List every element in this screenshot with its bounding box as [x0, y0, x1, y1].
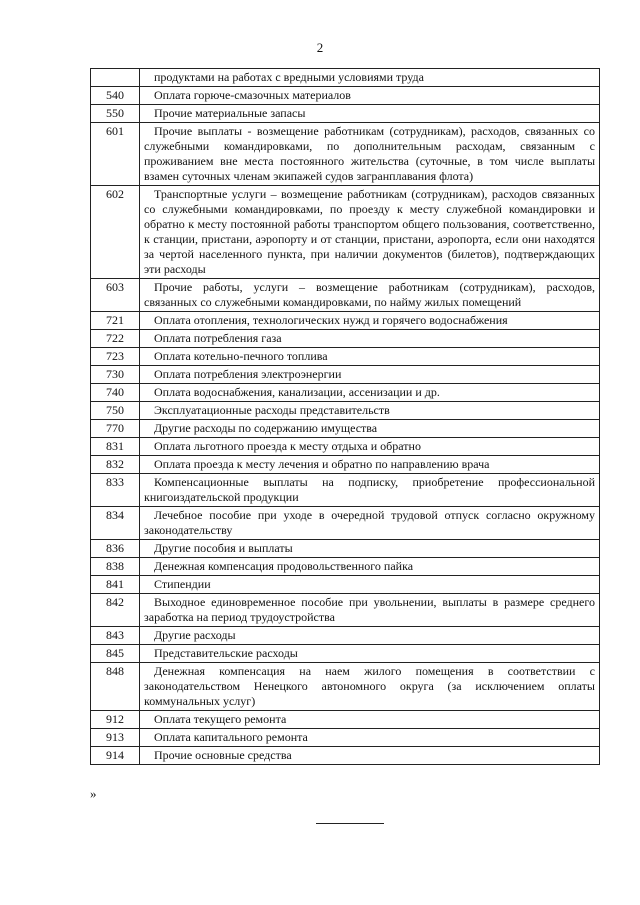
row-description: Другие расходы по содержанию имущества — [140, 420, 600, 438]
row-description: Оплата капитального ремонта — [140, 729, 600, 747]
row-code: 843 — [91, 627, 140, 645]
row-code: 914 — [91, 747, 140, 765]
table-row — [91, 456, 600, 474]
row-code: 750 — [91, 402, 140, 420]
row-code: 845 — [91, 645, 140, 663]
row-code: 834 — [91, 507, 140, 540]
row-description: Оплата котельно-печного топлива — [140, 348, 600, 366]
table-row — [91, 402, 600, 420]
row-code — [91, 69, 140, 87]
row-code: 721 — [91, 312, 140, 330]
table-row — [91, 420, 600, 438]
row-description: Эксплуатационные расходы представительств — [140, 402, 600, 420]
row-description: Прочие материальные запасы — [140, 105, 600, 123]
row-description: Другие расходы — [140, 627, 600, 645]
row-code: 602 — [91, 186, 140, 279]
row-code: 550 — [91, 105, 140, 123]
table-row — [91, 627, 600, 645]
row-code: 603 — [91, 279, 140, 312]
row-description: Транспортные услуги – возмещение работникам (сотрудникам), расходов связанных со служебными командировками, по проезду к месту служебной командировки и обратно к месту постоянной работы транспортом общего пользования, соответственно, к станции, пристани, аэропорту и от станции, пристани, аэропорта, если они находятся за чертой населенного пункта, при наличии документов (билетов), подтверждающих эти расходы — [140, 186, 600, 279]
table-row — [91, 576, 600, 594]
row-description: Денежная компенсация продовольственного пайка — [140, 558, 600, 576]
table-row — [91, 663, 600, 711]
row-description: Оплата льготного проезда к месту отдыха и обратно — [140, 438, 600, 456]
table-row — [91, 507, 600, 540]
row-description: Оплата водоснабжения, канализации, ассенизации и др. — [140, 384, 600, 402]
table-row — [91, 279, 600, 312]
row-description: Прочие работы, услуги – возмещение работникам (сотрудникам), расходов, связанных со служебными командировками, по найму жилых помещений — [140, 279, 600, 312]
row-description: Оплата проезда к месту лечения и обратно по направлению врача — [140, 456, 600, 474]
table-row — [91, 366, 600, 384]
row-code: 841 — [91, 576, 140, 594]
table-row — [91, 438, 600, 456]
row-description: Компенсационные выплаты на подписку, приобретение профессиональной книгоиздательской продукции — [140, 474, 600, 507]
row-description: Оплата потребления электроэнергии — [140, 366, 600, 384]
row-description: Оплата отопления, технологических нужд и горячего водоснабжения — [140, 312, 600, 330]
end-rule-divider — [316, 823, 384, 824]
row-code: 730 — [91, 366, 140, 384]
row-code: 913 — [91, 729, 140, 747]
row-code: 848 — [91, 663, 140, 711]
table-row — [91, 69, 600, 87]
row-code: 723 — [91, 348, 140, 366]
row-description: Стипендии — [140, 576, 600, 594]
row-code: 838 — [91, 558, 140, 576]
row-code: 831 — [91, 438, 140, 456]
row-description: Прочие выплаты - возмещение работникам (сотрудникам), расходов, связанных со служебными командировками, по дополнительным расходам, связанным с проживанием вне места постоянного жительства (суточные, в том числе выплаты взамен суточных членам экипажей судов загранплавания флота) — [140, 123, 600, 186]
table-row — [91, 645, 600, 663]
row-code: 601 — [91, 123, 140, 186]
table-row — [91, 105, 600, 123]
row-description: Оплата текущего ремонта — [140, 711, 600, 729]
table-row — [91, 87, 600, 105]
expense-codes-table — [90, 68, 600, 765]
row-description: Денежная компенсация на наем жилого помещения в соответствии с законодательством Ненецкого автономного округа (за исключением оплаты коммунальных услуг) — [140, 663, 600, 711]
table-row — [91, 312, 600, 330]
table-row — [91, 540, 600, 558]
table-row — [91, 186, 600, 279]
row-code: 833 — [91, 474, 140, 507]
row-code: 740 — [91, 384, 140, 402]
table-row — [91, 330, 600, 348]
row-code: 770 — [91, 420, 140, 438]
row-code: 722 — [91, 330, 140, 348]
row-description: Оплата горюче-смазочных материалов — [140, 87, 600, 105]
row-description: Лечебное пособие при уходе в очередной трудовой отпуск согласно окружному законодательству — [140, 507, 600, 540]
table-body — [91, 69, 600, 765]
table-row — [91, 729, 600, 747]
table-row — [91, 348, 600, 366]
table-row — [91, 123, 600, 186]
row-description: Оплата потребления газа — [140, 330, 600, 348]
row-description: Другие пособия и выплаты — [140, 540, 600, 558]
table-row — [91, 558, 600, 576]
row-description: Прочие основные средства — [140, 747, 600, 765]
table-row — [91, 474, 600, 507]
row-code: 842 — [91, 594, 140, 627]
row-description: Представительские расходы — [140, 645, 600, 663]
row-description: продуктами на работах с вредными условиями труда — [140, 69, 600, 87]
closing-quote: » — [90, 786, 97, 801]
table-row — [91, 384, 600, 402]
row-code: 540 — [91, 87, 140, 105]
page-number: 2 — [316, 40, 324, 55]
row-code: 912 — [91, 711, 140, 729]
row-description: Выходное единовременное пособие при увольнении, выплаты в размере среднего заработка на период трудоустройства — [140, 594, 600, 627]
row-code: 836 — [91, 540, 140, 558]
table-row — [91, 594, 600, 627]
table-row — [91, 711, 600, 729]
row-code: 832 — [91, 456, 140, 474]
table-row — [91, 747, 600, 765]
